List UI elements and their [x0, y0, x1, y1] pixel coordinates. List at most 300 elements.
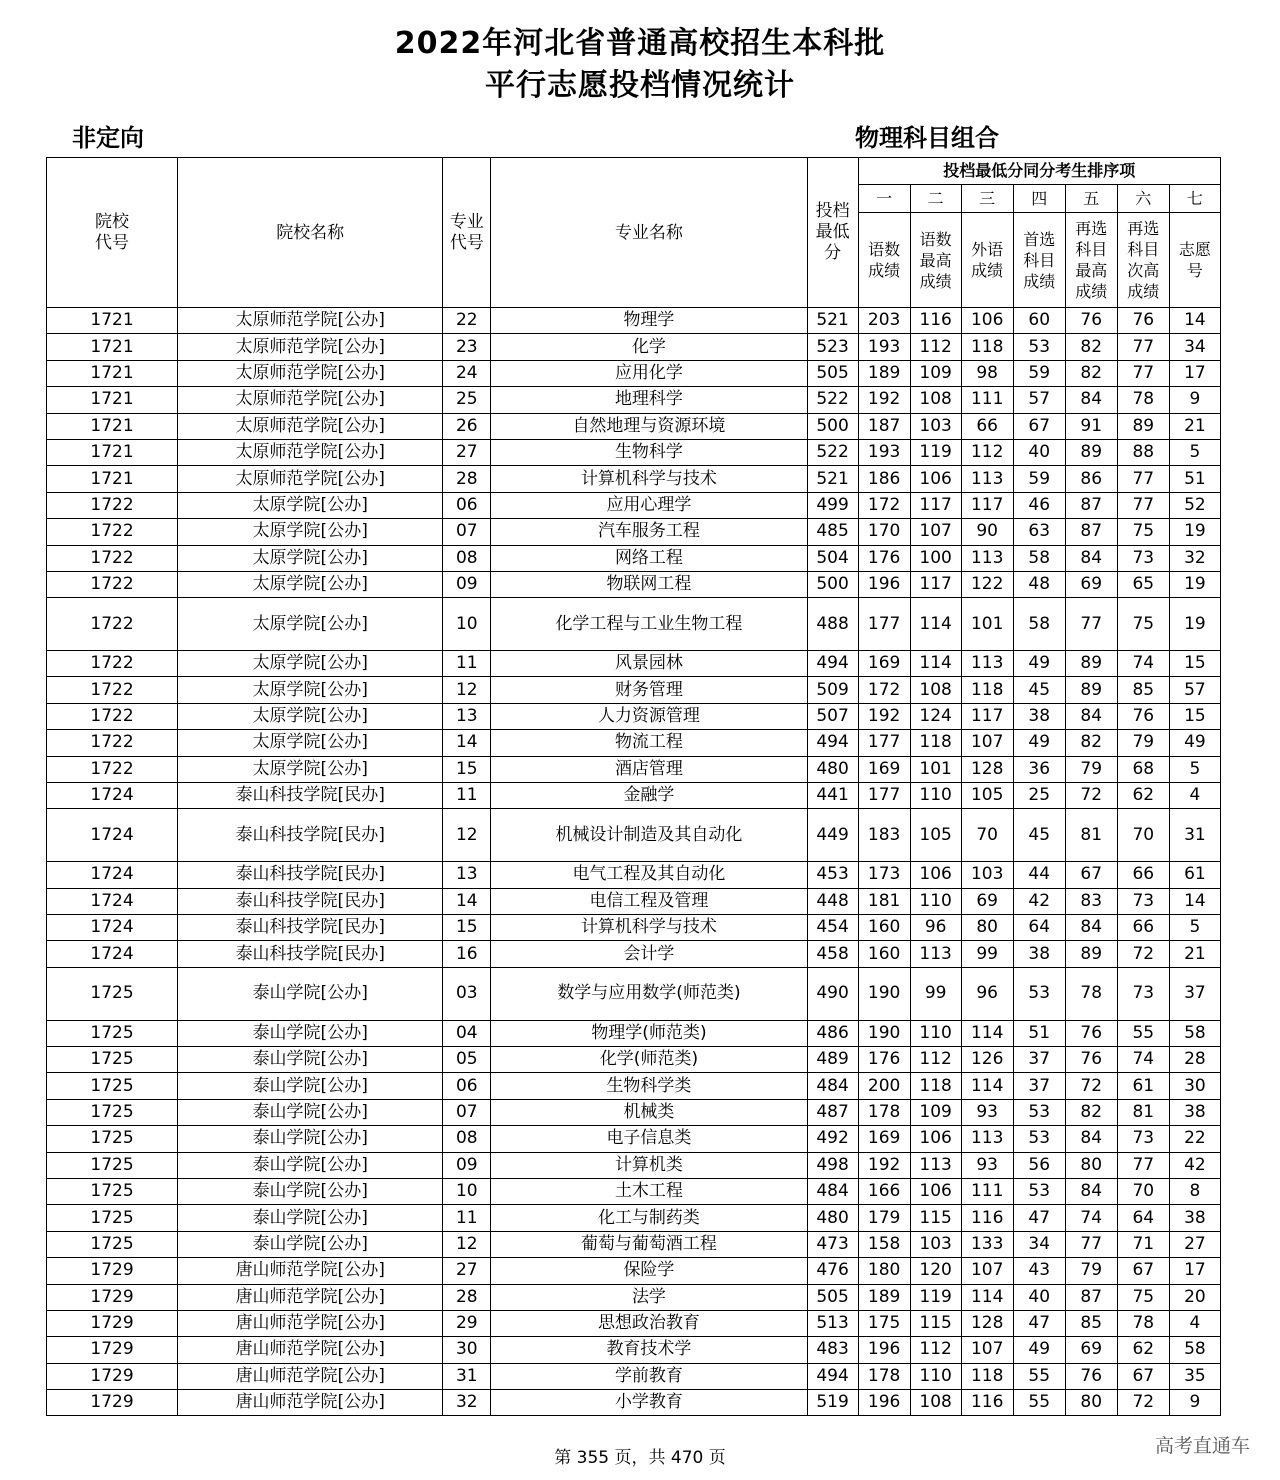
tiebreak-5-cell: 69 — [1065, 571, 1117, 597]
tiebreak-6-cell: 76 — [1117, 308, 1169, 334]
table-row — [47, 783, 1221, 809]
tiebreak-7-cell: 15 — [1169, 651, 1220, 677]
school-code-cell: 1722 — [47, 730, 178, 756]
tiebreak-3-cell: 118 — [961, 677, 1013, 703]
major-name-cell: 生物科学 — [491, 439, 807, 465]
major-code-cell: 07 — [443, 519, 491, 545]
tiebreak-5-cell: 67 — [1065, 862, 1117, 888]
tiebreak-1-cell: 177 — [858, 598, 910, 651]
tiebreak-4-cell: 36 — [1013, 756, 1065, 782]
school-name-cell: 唐山师范学院[公办] — [178, 1337, 443, 1363]
tiebreak-5-cell: 76 — [1065, 1363, 1117, 1389]
min-score-cell: 494 — [807, 651, 858, 677]
school-name-cell: 太原学院[公办] — [178, 519, 443, 545]
table-row — [47, 492, 1221, 518]
min-score-cell: 453 — [807, 862, 858, 888]
tiebreak-6-cell: 70 — [1117, 1178, 1169, 1204]
tiebreak-1-cell: 181 — [858, 888, 910, 914]
min-score-cell: 505 — [807, 1284, 858, 1310]
major-code-cell: 27 — [443, 1258, 491, 1284]
tiebreak-7-cell: 15 — [1169, 703, 1220, 729]
tiebreak-6-cell: 66 — [1117, 862, 1169, 888]
tiebreak-5-cell: 84 — [1065, 387, 1117, 413]
tiebreak-1-cell: 190 — [858, 967, 910, 1020]
tiebreak-7-cell: 34 — [1169, 334, 1220, 360]
tiebreak-3-cell: 90 — [961, 519, 1013, 545]
tiebreak-6-cell: 75 — [1117, 1284, 1169, 1310]
school-code-cell: 1725 — [47, 1099, 178, 1125]
tiebreak-2-cell: 101 — [910, 756, 961, 782]
school-code-cell: 1721 — [47, 466, 178, 492]
tiebreak-6-cell: 74 — [1117, 651, 1169, 677]
min-score-cell: 473 — [807, 1231, 858, 1257]
header-order-3: 三 — [961, 185, 1013, 213]
school-code-cell: 1729 — [47, 1310, 178, 1336]
min-score-cell: 522 — [807, 387, 858, 413]
tiebreak-6-cell: 73 — [1117, 1126, 1169, 1152]
major-code-cell: 23 — [443, 334, 491, 360]
min-score-cell: 487 — [807, 1099, 858, 1125]
school-name-cell: 泰山科技学院[民办] — [178, 783, 443, 809]
tiebreak-6-cell: 62 — [1117, 1337, 1169, 1363]
tiebreak-7-cell: 49 — [1169, 730, 1220, 756]
min-score-cell: 519 — [807, 1390, 858, 1416]
tiebreak-5-cell: 89 — [1065, 677, 1117, 703]
tiebreak-4-cell: 55 — [1013, 1363, 1065, 1389]
school-name-cell: 太原师范学院[公办] — [178, 466, 443, 492]
tiebreak-4-cell: 47 — [1013, 1310, 1065, 1336]
school-code-cell: 1725 — [47, 1152, 178, 1178]
major-code-cell: 03 — [443, 967, 491, 1020]
school-code-cell: 1721 — [47, 387, 178, 413]
table-row — [47, 439, 1221, 465]
tiebreak-7-cell: 58 — [1169, 1337, 1220, 1363]
school-name-cell: 泰山学院[公办] — [178, 1126, 443, 1152]
tiebreak-7-cell: 38 — [1169, 1205, 1220, 1231]
major-name-cell: 风景园林 — [491, 651, 807, 677]
tiebreak-3-cell: 128 — [961, 756, 1013, 782]
table-row — [47, 1337, 1221, 1363]
major-code-cell: 22 — [443, 308, 491, 334]
tiebreak-2-cell: 108 — [910, 1390, 961, 1416]
tiebreak-3-cell: 101 — [961, 598, 1013, 651]
table-row — [47, 1258, 1221, 1284]
min-score-cell: 523 — [807, 334, 858, 360]
tiebreak-3-cell: 114 — [961, 1020, 1013, 1046]
tiebreak-2-cell: 106 — [910, 1126, 961, 1152]
table-row — [47, 915, 1221, 941]
table-row — [47, 387, 1221, 413]
tiebreak-7-cell: 4 — [1169, 1310, 1220, 1336]
school-code-cell: 1722 — [47, 519, 178, 545]
school-name-cell: 太原师范学院[公办] — [178, 413, 443, 439]
header-order-5: 五 — [1065, 185, 1117, 213]
school-name-cell: 太原学院[公办] — [178, 545, 443, 571]
min-score-cell: 498 — [807, 1152, 858, 1178]
tiebreak-2-cell: 113 — [910, 1152, 961, 1178]
major-name-cell: 应用心理学 — [491, 492, 807, 518]
tiebreak-1-cell: 192 — [858, 703, 910, 729]
tiebreak-7-cell: 5 — [1169, 756, 1220, 782]
tiebreak-4-cell: 51 — [1013, 1020, 1065, 1046]
school-name-cell: 唐山师范学院[公办] — [178, 1284, 443, 1310]
tiebreak-1-cell: 169 — [858, 651, 910, 677]
tiebreak-7-cell: 19 — [1169, 571, 1220, 597]
table-row — [47, 598, 1221, 651]
school-name-cell: 太原学院[公办] — [178, 756, 443, 782]
tiebreak-3-cell: 133 — [961, 1231, 1013, 1257]
tiebreak-5-cell: 87 — [1065, 492, 1117, 518]
major-code-cell: 25 — [443, 387, 491, 413]
tiebreak-2-cell: 106 — [910, 1178, 961, 1204]
school-code-cell: 1725 — [47, 1205, 178, 1231]
tiebreak-3-cell: 113 — [961, 1126, 1013, 1152]
tiebreak-4-cell: 55 — [1013, 1390, 1065, 1416]
min-score-cell: 500 — [807, 571, 858, 597]
tiebreak-6-cell: 73 — [1117, 967, 1169, 1020]
tiebreak-1-cell: 196 — [858, 1390, 910, 1416]
school-name-cell: 太原学院[公办] — [178, 651, 443, 677]
tiebreak-5-cell: 76 — [1065, 1046, 1117, 1072]
tiebreak-1-cell: 160 — [858, 941, 910, 967]
table-row — [47, 967, 1221, 1020]
tiebreak-4-cell: 53 — [1013, 1178, 1065, 1204]
major-name-cell: 财务管理 — [491, 677, 807, 703]
table-row — [47, 545, 1221, 571]
tiebreak-7-cell: 8 — [1169, 1178, 1220, 1204]
tiebreak-5-cell: 84 — [1065, 545, 1117, 571]
tiebreak-7-cell: 35 — [1169, 1363, 1220, 1389]
school-code-cell: 1724 — [47, 888, 178, 914]
header-order-2: 二 — [910, 185, 961, 213]
major-code-cell: 29 — [443, 1310, 491, 1336]
tiebreak-1-cell: 196 — [858, 1337, 910, 1363]
header-tiebreak-group: 投档最低分同分考生排序项 — [858, 158, 1220, 185]
tiebreak-7-cell: 52 — [1169, 492, 1220, 518]
school-name-cell: 泰山学院[公办] — [178, 1178, 443, 1204]
tiebreak-7-cell: 51 — [1169, 466, 1220, 492]
tiebreak-2-cell: 105 — [910, 809, 961, 862]
tiebreak-6-cell: 88 — [1117, 439, 1169, 465]
tiebreak-7-cell: 14 — [1169, 308, 1220, 334]
tiebreak-3-cell: 107 — [961, 1258, 1013, 1284]
tiebreak-5-cell: 89 — [1065, 439, 1117, 465]
school-name-cell: 太原学院[公办] — [178, 598, 443, 651]
min-score-cell: 509 — [807, 677, 858, 703]
tiebreak-3-cell: 128 — [961, 1310, 1013, 1336]
table-row — [47, 888, 1221, 914]
min-score-cell: 448 — [807, 888, 858, 914]
table-row — [47, 941, 1221, 967]
min-score-cell: 521 — [807, 466, 858, 492]
section-label-left: 非定向 — [72, 124, 144, 152]
major-code-cell: 13 — [443, 703, 491, 729]
tiebreak-2-cell: 108 — [910, 387, 961, 413]
tiebreak-7-cell: 5 — [1169, 915, 1220, 941]
table-row — [47, 651, 1221, 677]
tiebreak-3-cell: 93 — [961, 1152, 1013, 1178]
tiebreak-2-cell: 109 — [910, 360, 961, 386]
major-name-cell: 电气工程及其自动化 — [491, 862, 807, 888]
tiebreak-1-cell: 158 — [858, 1231, 910, 1257]
school-name-cell: 泰山学院[公办] — [178, 1231, 443, 1257]
tiebreak-3-cell: 107 — [961, 730, 1013, 756]
tiebreak-3-cell: 126 — [961, 1046, 1013, 1072]
table-row — [47, 571, 1221, 597]
tiebreak-2-cell: 110 — [910, 888, 961, 914]
school-name-cell: 泰山学院[公办] — [178, 1020, 443, 1046]
tiebreak-6-cell: 55 — [1117, 1020, 1169, 1046]
tiebreak-3-cell: 105 — [961, 783, 1013, 809]
table-row — [47, 703, 1221, 729]
table-row — [47, 466, 1221, 492]
table-body — [47, 308, 1221, 1416]
tiebreak-4-cell: 46 — [1013, 492, 1065, 518]
school-name-cell: 唐山师范学院[公办] — [178, 1310, 443, 1336]
tiebreak-1-cell: 179 — [858, 1205, 910, 1231]
watermark: 高考直通车 — [1154, 1435, 1250, 1457]
major-name-cell: 小学教育 — [491, 1390, 807, 1416]
tiebreak-3-cell: 69 — [961, 888, 1013, 914]
school-name-cell: 太原学院[公办] — [178, 492, 443, 518]
tiebreak-1-cell: 175 — [858, 1310, 910, 1336]
school-code-cell: 1725 — [47, 1046, 178, 1072]
major-code-cell: 14 — [443, 730, 491, 756]
tiebreak-4-cell: 49 — [1013, 1337, 1065, 1363]
school-code-cell: 1725 — [47, 1126, 178, 1152]
major-name-cell: 应用化学 — [491, 360, 807, 386]
tiebreak-2-cell: 112 — [910, 1046, 961, 1072]
tiebreak-5-cell: 84 — [1065, 1178, 1117, 1204]
major-code-cell: 09 — [443, 1152, 491, 1178]
tiebreak-7-cell: 14 — [1169, 888, 1220, 914]
tiebreak-3-cell: 112 — [961, 439, 1013, 465]
tiebreak-7-cell: 28 — [1169, 1046, 1220, 1072]
major-code-cell: 13 — [443, 862, 491, 888]
tiebreak-7-cell: 37 — [1169, 967, 1220, 1020]
tiebreak-5-cell: 87 — [1065, 519, 1117, 545]
tiebreak-2-cell: 118 — [910, 730, 961, 756]
major-code-cell: 05 — [443, 1046, 491, 1072]
tiebreak-5-cell: 72 — [1065, 783, 1117, 809]
header-school-name: 院校名称 — [178, 158, 443, 308]
tiebreak-5-cell: 81 — [1065, 809, 1117, 862]
tiebreak-1-cell: 193 — [858, 439, 910, 465]
min-score-cell: 488 — [807, 598, 858, 651]
tiebreak-4-cell: 63 — [1013, 519, 1065, 545]
tiebreak-7-cell: 21 — [1169, 941, 1220, 967]
table-row — [47, 360, 1221, 386]
school-code-cell: 1724 — [47, 941, 178, 967]
tiebreak-7-cell: 19 — [1169, 519, 1220, 545]
tiebreak-5-cell: 82 — [1065, 1099, 1117, 1125]
tiebreak-6-cell: 79 — [1117, 730, 1169, 756]
tiebreak-2-cell: 99 — [910, 967, 961, 1020]
school-name-cell: 唐山师范学院[公办] — [178, 1390, 443, 1416]
major-code-cell: 14 — [443, 888, 491, 914]
major-name-cell: 生物科学类 — [491, 1073, 807, 1099]
tiebreak-6-cell: 77 — [1117, 492, 1169, 518]
tiebreak-1-cell: 169 — [858, 1126, 910, 1152]
tiebreak-2-cell: 112 — [910, 1337, 961, 1363]
major-name-cell: 物联网工程 — [491, 571, 807, 597]
tiebreak-7-cell: 5 — [1169, 439, 1220, 465]
tiebreak-6-cell: 67 — [1117, 1258, 1169, 1284]
school-code-cell: 1725 — [47, 1020, 178, 1046]
school-code-cell: 1725 — [47, 1073, 178, 1099]
tiebreak-1-cell: 177 — [858, 730, 910, 756]
major-code-cell: 11 — [443, 783, 491, 809]
school-code-cell: 1724 — [47, 915, 178, 941]
tiebreak-4-cell: 40 — [1013, 439, 1065, 465]
school-name-cell: 太原学院[公办] — [178, 571, 443, 597]
school-code-cell: 1721 — [47, 308, 178, 334]
tiebreak-3-cell: 114 — [961, 1073, 1013, 1099]
tiebreak-2-cell: 110 — [910, 1020, 961, 1046]
header-order-1: 一 — [858, 185, 910, 213]
tiebreak-2-cell: 120 — [910, 1258, 961, 1284]
table-row — [47, 308, 1221, 334]
major-name-cell: 电子信息类 — [491, 1126, 807, 1152]
tiebreak-7-cell: 20 — [1169, 1284, 1220, 1310]
tiebreak-1-cell: 180 — [858, 1258, 910, 1284]
school-name-cell: 太原师范学院[公办] — [178, 334, 443, 360]
tiebreak-3-cell: 93 — [961, 1099, 1013, 1125]
min-score-cell: 485 — [807, 519, 858, 545]
major-code-cell: 15 — [443, 915, 491, 941]
school-code-cell: 1722 — [47, 703, 178, 729]
tiebreak-7-cell: 31 — [1169, 809, 1220, 862]
tiebreak-5-cell: 80 — [1065, 1152, 1117, 1178]
tiebreak-4-cell: 45 — [1013, 677, 1065, 703]
school-name-cell: 太原学院[公办] — [178, 703, 443, 729]
min-score-cell: 505 — [807, 360, 858, 386]
tiebreak-7-cell: 17 — [1169, 1258, 1220, 1284]
tiebreak-3-cell: 70 — [961, 809, 1013, 862]
major-name-cell: 化工与制药类 — [491, 1205, 807, 1231]
school-name-cell: 泰山科技学院[民办] — [178, 888, 443, 914]
major-code-cell: 24 — [443, 360, 491, 386]
major-name-cell: 物理学(师范类) — [491, 1020, 807, 1046]
school-code-cell: 1722 — [47, 545, 178, 571]
tiebreak-4-cell: 53 — [1013, 1126, 1065, 1152]
major-name-cell: 地理科学 — [491, 387, 807, 413]
tiebreak-1-cell: 186 — [858, 466, 910, 492]
tiebreak-1-cell: 189 — [858, 1284, 910, 1310]
tiebreak-5-cell: 84 — [1065, 703, 1117, 729]
major-code-cell: 04 — [443, 1020, 491, 1046]
school-name-cell: 唐山师范学院[公办] — [178, 1258, 443, 1284]
header-item-7: 志愿号 — [1169, 213, 1220, 308]
major-name-cell: 机械设计制造及其自动化 — [491, 809, 807, 862]
table-row — [47, 1310, 1221, 1336]
major-code-cell: 10 — [443, 1178, 491, 1204]
tiebreak-1-cell: 169 — [858, 756, 910, 782]
tiebreak-3-cell: 111 — [961, 387, 1013, 413]
tiebreak-2-cell: 110 — [910, 1363, 961, 1389]
tiebreak-5-cell: 80 — [1065, 1390, 1117, 1416]
tiebreak-3-cell: 116 — [961, 1205, 1013, 1231]
major-name-cell: 机械类 — [491, 1099, 807, 1125]
tiebreak-2-cell: 117 — [910, 492, 961, 518]
tiebreak-2-cell: 124 — [910, 703, 961, 729]
tiebreak-2-cell: 115 — [910, 1205, 961, 1231]
school-code-cell: 1729 — [47, 1363, 178, 1389]
admission-table — [46, 157, 1221, 1416]
major-name-cell: 教育技术学 — [491, 1337, 807, 1363]
tiebreak-3-cell: 118 — [961, 1363, 1013, 1389]
school-code-cell: 1724 — [47, 809, 178, 862]
major-name-cell: 葡萄与葡萄酒工程 — [491, 1231, 807, 1257]
tiebreak-1-cell: 172 — [858, 492, 910, 518]
tiebreak-2-cell: 103 — [910, 1231, 961, 1257]
tiebreak-6-cell: 72 — [1117, 1390, 1169, 1416]
tiebreak-4-cell: 38 — [1013, 703, 1065, 729]
tiebreak-5-cell: 69 — [1065, 1337, 1117, 1363]
school-name-cell: 泰山学院[公办] — [178, 1073, 443, 1099]
tiebreak-5-cell: 91 — [1065, 413, 1117, 439]
tiebreak-6-cell: 74 — [1117, 1046, 1169, 1072]
tiebreak-2-cell: 107 — [910, 519, 961, 545]
tiebreak-4-cell: 59 — [1013, 466, 1065, 492]
tiebreak-3-cell: 103 — [961, 862, 1013, 888]
school-name-cell: 泰山学院[公办] — [178, 1046, 443, 1072]
tiebreak-4-cell: 37 — [1013, 1073, 1065, 1099]
major-name-cell: 保险学 — [491, 1258, 807, 1284]
min-score-cell: 507 — [807, 703, 858, 729]
tiebreak-4-cell: 57 — [1013, 387, 1065, 413]
tiebreak-1-cell: 173 — [858, 862, 910, 888]
major-name-cell: 数学与应用数学(师范类) — [491, 967, 807, 1020]
table-row — [47, 334, 1221, 360]
major-code-cell: 11 — [443, 651, 491, 677]
tiebreak-5-cell: 76 — [1065, 1020, 1117, 1046]
tiebreak-4-cell: 34 — [1013, 1231, 1065, 1257]
tiebreak-6-cell: 89 — [1117, 413, 1169, 439]
tiebreak-7-cell: 17 — [1169, 360, 1220, 386]
tiebreak-5-cell: 86 — [1065, 466, 1117, 492]
major-code-cell: 28 — [443, 466, 491, 492]
tiebreak-5-cell: 76 — [1065, 308, 1117, 334]
table-row — [47, 519, 1221, 545]
tiebreak-1-cell: 190 — [858, 1020, 910, 1046]
min-score-cell: 513 — [807, 1310, 858, 1336]
school-code-cell: 1721 — [47, 413, 178, 439]
tiebreak-5-cell: 89 — [1065, 651, 1117, 677]
tiebreak-4-cell: 59 — [1013, 360, 1065, 386]
tiebreak-1-cell: 200 — [858, 1073, 910, 1099]
table-header — [47, 158, 1221, 308]
major-name-cell: 计算机类 — [491, 1152, 807, 1178]
header-item-2: 语数最高成绩 — [910, 213, 961, 308]
school-name-cell: 太原师范学院[公办] — [178, 308, 443, 334]
school-code-cell: 1729 — [47, 1390, 178, 1416]
school-name-cell: 太原学院[公办] — [178, 730, 443, 756]
school-name-cell: 泰山科技学院[民办] — [178, 809, 443, 862]
tiebreak-5-cell: 77 — [1065, 1231, 1117, 1257]
min-score-cell: 522 — [807, 439, 858, 465]
tiebreak-2-cell: 115 — [910, 1310, 961, 1336]
min-score-cell: 480 — [807, 1205, 858, 1231]
tiebreak-6-cell: 66 — [1117, 915, 1169, 941]
tiebreak-4-cell: 42 — [1013, 888, 1065, 914]
school-code-cell: 1729 — [47, 1337, 178, 1363]
tiebreak-5-cell: 84 — [1065, 915, 1117, 941]
school-code-cell: 1729 — [47, 1284, 178, 1310]
min-score-cell: 484 — [807, 1073, 858, 1099]
tiebreak-4-cell: 45 — [1013, 809, 1065, 862]
major-code-cell: 12 — [443, 1231, 491, 1257]
